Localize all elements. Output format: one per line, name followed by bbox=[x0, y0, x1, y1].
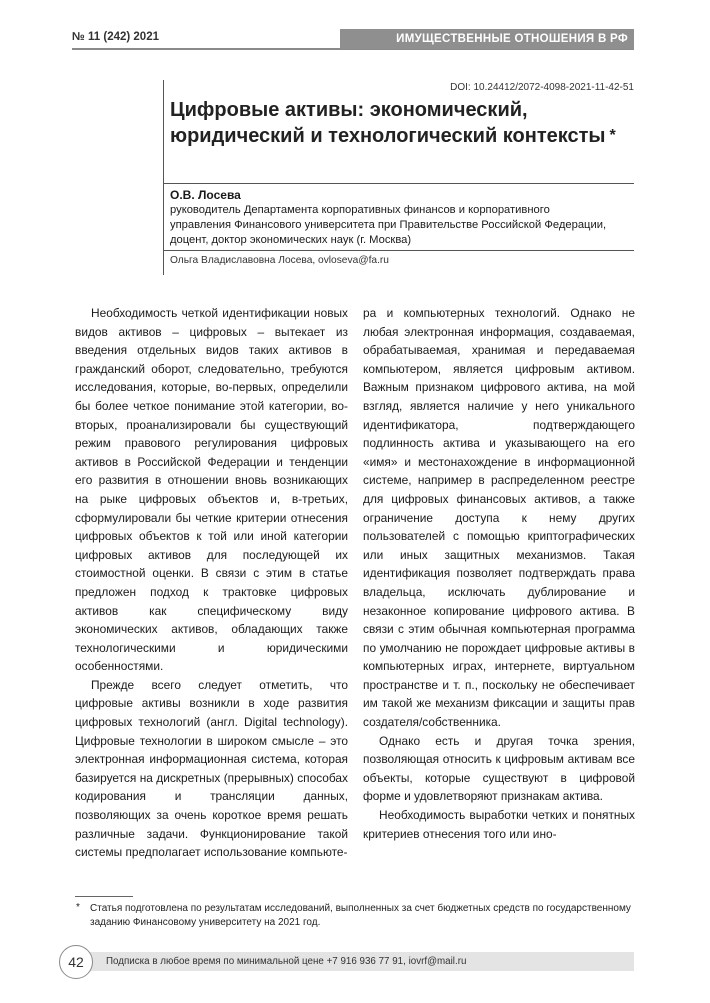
title-footnote-mark: * bbox=[609, 127, 616, 144]
heading-vertical-rule bbox=[163, 80, 164, 275]
paragraph: Необходимость выработки четких и понятных критериев отнесения того или ино- bbox=[363, 808, 635, 841]
section-banner bbox=[340, 29, 634, 49]
paragraph: Прежде всего следует отметить, что цифровые активы возникли в ходе развития цифровых технологий (англ. Digital technology). Цифровые технологии в широком смысле – это электронная информационная система, которая базируется на дискретных (прерывных) способах кодирования и трансляции данных, позволяющих за очень короткое время решать различные задачи. Функционирование такой системы предполагает использование компьюте- bbox=[75, 677, 348, 860]
paragraph: ра и компьютерных технологий. Однако не любая электронная информация, создаваемая, обрабатываемая, хранимая и передаваемая компьютером, является цифровым активом. Важным признаком цифрового актива, на мой взгляд, является наличие у него уникального идентификатора, подтверждающего подлинность актива и указывающего на его «имя» и местонахождение в информационной системе, например в распределенном реестре для цифровых финансовых активов, а также ограничение доступа к нему других пользователей с помощью криптографических или иных защитных механизмов. Такая идентификация позволяет подтверждать права владельца, исключать дублирование и незаконное копирование цифрового актива. В связи с этим обычная компьютерная программа по умолчанию не порождает цифровые активы в компьютерных играх, интернете, виртуальном пространстве и т. п., поскольку не обеспечивает им такой же механизм фиксации и защиты прав создателя/собственника. bbox=[363, 306, 635, 730]
footnote-mark: * bbox=[76, 902, 80, 913]
footnote-rule bbox=[75, 896, 133, 897]
title-rule bbox=[163, 183, 634, 184]
author-name: О.В. Лосева bbox=[170, 188, 241, 202]
body-column-right bbox=[363, 304, 635, 843]
section-title: ИМУЩЕСТВЕННЫЕ ОТНОШЕНИЯ В РФ bbox=[396, 33, 628, 45]
paragraph: Однако есть и другая точка зрения, позволяющая относить к цифровым активам все объекты, которые существуют в цифровой форме и удовлетворяют признакам актива. bbox=[363, 733, 635, 804]
body-column-left bbox=[75, 304, 348, 862]
doi: DOI: 10.24412/2072-4098-2021-11-42-51 bbox=[450, 82, 634, 93]
page-number: 42 bbox=[59, 945, 93, 979]
paragraph: Необходимость четкой идентификации новых видов активов – цифровых – вытекает из введения отдельных видов таких активов в гражданский оборот, следовательно, требуются исследования, которые, во-первых, определили бы более четкое понимание этой категории, во-вторых, проанализировали бы существующий режим правового регулирования цифровых активов в Российской Федерации и тенденции его развития в отношении вновь возникающих на рыке цифровых объектов и, в-третьих, сформулировали бы четкие критерии отнесения цифровых объектов к той или иной категории цифровых активов для последующей их стоимостной оценки. В связи с этим в статье предложен подход к трактовке цифровых активов как специфическому виду экономических активов, обладающих также технологическими и юридическими особенностями. bbox=[75, 306, 348, 674]
article-title-text: Цифровые активы: экономический, юридический и технологический контексты bbox=[170, 99, 606, 147]
affiliation-rule bbox=[163, 250, 634, 251]
author-affiliation: руководитель Департамента корпоративных финансов и корпоративного управления Финансового университета при Правительстве Российской Федерации, доцент, доктор экономических наук (г. Москва) bbox=[170, 204, 607, 246]
article-title bbox=[170, 97, 630, 149]
issue-number: № 11 (242) 2021 bbox=[72, 31, 159, 43]
footer-bar bbox=[75, 952, 634, 971]
subscription-note: Подписка в любое время по минимальной цене +7 916 936 77 91, iovrf@mail.ru bbox=[106, 956, 467, 967]
footnote: Статья подготовлена по результатам исследований, выполненных за счет бюджетных средств по государственному заданию Финансовому университету на 2021 год. bbox=[90, 903, 631, 928]
author-email: Ольга Владиславовна Лосева, ovloseva@fa.ru bbox=[170, 255, 389, 266]
